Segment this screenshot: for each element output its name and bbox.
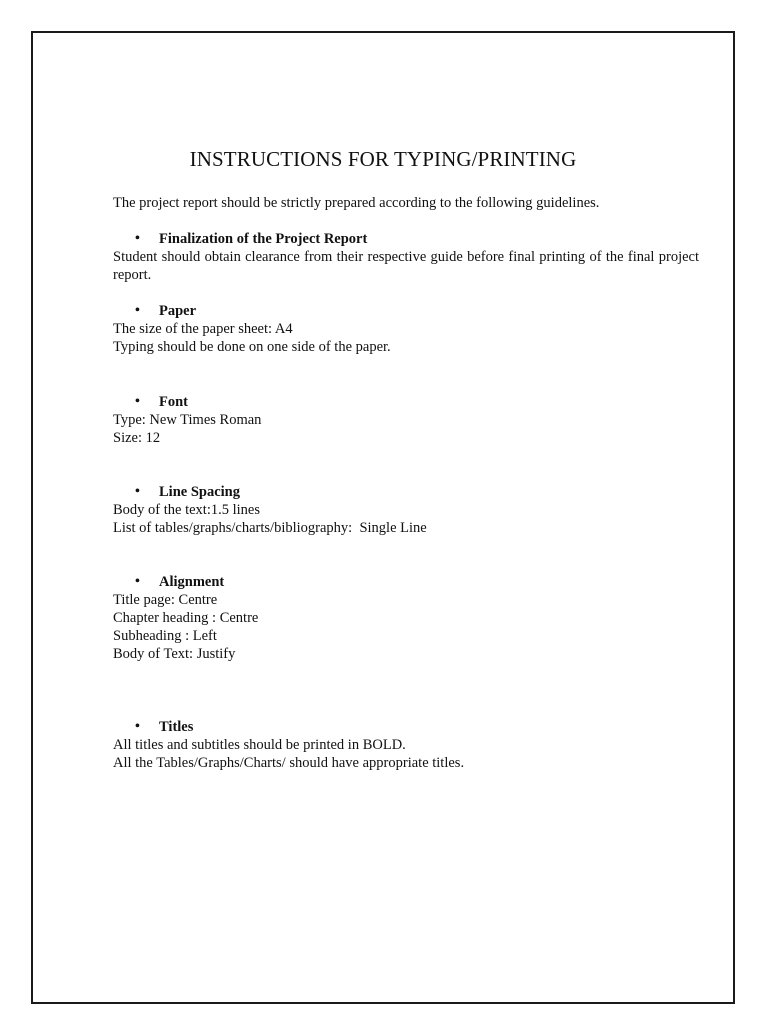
section-text: Body of the text:1.5 lines — [113, 502, 260, 518]
bullet-icon: • — [135, 719, 140, 734]
section-text: Type: New Times Roman — [113, 412, 262, 428]
section-text: Body of Text: Justify — [113, 646, 236, 662]
section-paper — [113, 302, 699, 356]
section-font — [113, 393, 699, 447]
section-heading-label: Font — [159, 394, 188, 410]
section-heading — [113, 573, 699, 591]
bullet-icon: • — [135, 303, 140, 318]
section-text: Subheading : Left — [113, 628, 217, 644]
section-heading — [113, 393, 699, 411]
section-heading — [113, 483, 699, 501]
section-alignment — [113, 573, 699, 663]
section-text: Student should obtain clearance from their respective guide before final printing of the final project report. — [113, 249, 699, 283]
section-heading — [113, 230, 699, 248]
section-line-spacing — [113, 483, 699, 537]
section-finalization — [113, 230, 699, 284]
bullet-icon: • — [135, 574, 140, 589]
bullet-icon: • — [135, 394, 140, 409]
section-text: List of tables/graphs/charts/bibliography: Single Line — [113, 520, 427, 536]
section-text: Title page: Centre — [113, 592, 218, 608]
section-text: All the Tables/Graphs/Charts/ should have appropriate titles. — [113, 755, 465, 771]
section-titles — [113, 718, 699, 772]
section-text: The size of the paper sheet: A4 — [113, 321, 293, 337]
section-heading-label: Alignment — [159, 574, 225, 590]
section-text: Size: 12 — [113, 430, 161, 446]
section-text: Typing should be done on one side of the paper. — [113, 339, 391, 355]
section-heading-label: Titles — [159, 719, 194, 735]
section-heading — [113, 718, 699, 736]
section-heading-label: Paper — [159, 303, 197, 319]
section-heading-label: Line Spacing — [159, 484, 240, 500]
section-heading — [113, 302, 699, 320]
section-text: Chapter heading : Centre — [113, 610, 259, 626]
bullet-icon: • — [135, 231, 140, 246]
section-text: All titles and subtitles should be printed in BOLD. — [113, 737, 406, 753]
section-heading-label: Finalization of the Project Report — [159, 231, 368, 247]
bullet-icon: • — [135, 484, 140, 499]
document-title: INSTRUCTIONS FOR TYPING/PRINTING — [189, 147, 577, 171]
intro-paragraph: The project report should be strictly prepared according to the following guidelines. — [113, 195, 600, 211]
